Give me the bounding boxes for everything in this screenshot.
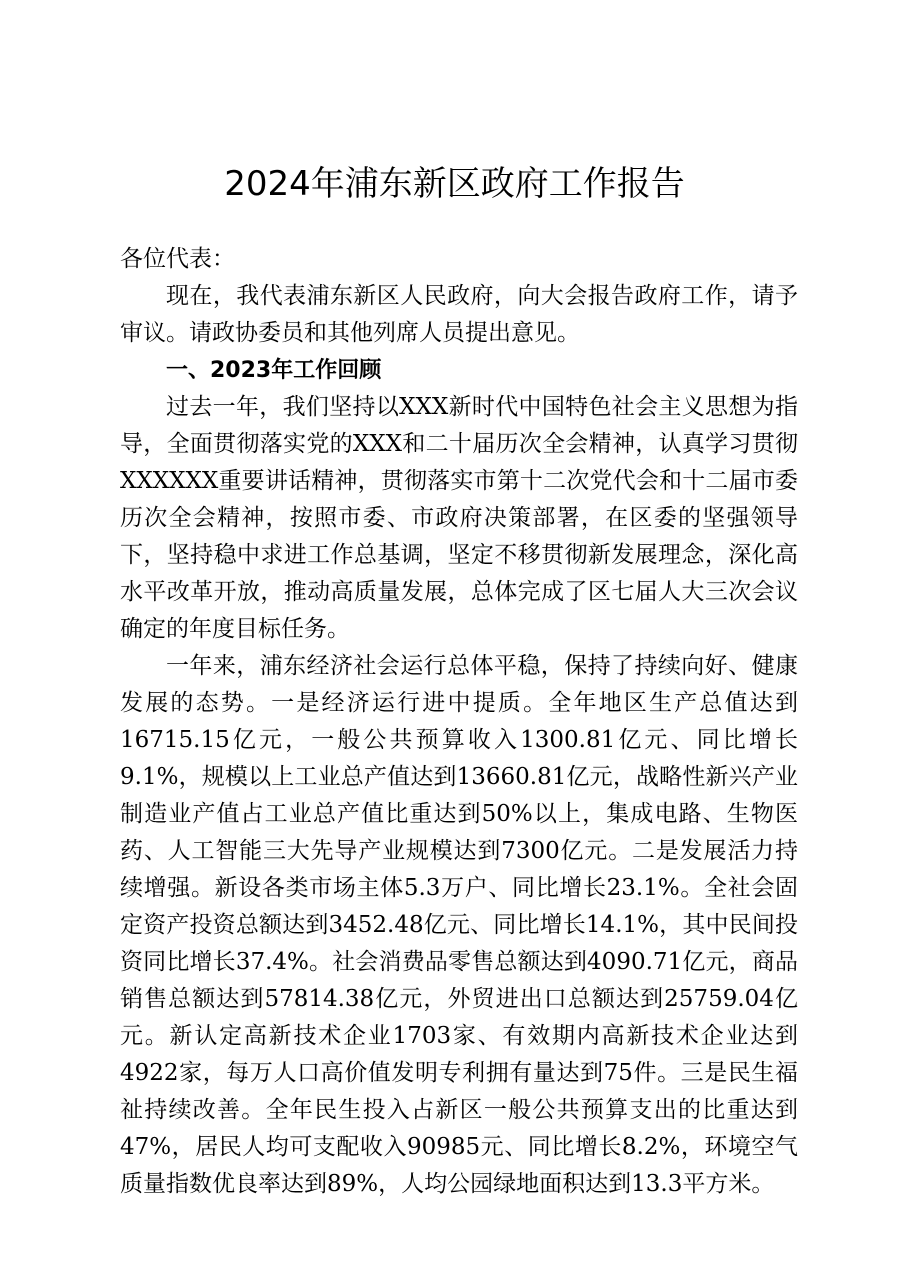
section-heading: 一、2023年工作回顾	[166, 358, 382, 383]
document-body	[120, 241, 798, 1203]
review-paragraph-1: 过去一年，我们坚持以XXX新时代中国特色社会主义思想为指导，全面贯彻落实党的XXX和二十届历次全会精神，认真学习贯彻XXXXXX重要讲话精神，贯彻落实市第十二次党代会和十二届市委历次全会精神，按照市委、市政府决策部署，在区委的坚强领导下，坚持稳中求进工作总基调，坚定不移贯彻新发展理念，深化高水平改革开放，推动高质量发展，总体完成了区七届人大三次会议确定的年度目标任务。	[120, 394, 798, 642]
review-paragraph-2: 一年来，浦东经济社会运行总体平稳，保持了持续向好、健康发展的态势。一是经济运行进中提质。全年地区生产总值达到16715.15亿元，一般公共预算收入1300.81亿元、同比增长9.1%，规模以上工业总产值达到13660.81亿元，战略性新兴产业制造业产值占工业总产值比重达到50%以上，集成电路、生物医药、人工智能三大先导产业规模达到7300亿元。二是发展活力持续增强。新设各类市场主体5.3万户、同比增长23.1%。全社会固定资产投资总额达到3452.48亿元、同比增长14.1%，其中民间投资同比增长37.4%。社会消费品零售总额达到4090.71亿元，商品销售总额达到57814.38亿元，外贸进出口总额达到25759.04亿元。新认定高新技术企业1703家、有效期内高新技术企业达到4922家，每万人口高价值发明专利拥有量达到75件。三是民生福祉持续改善。全年民生投入占新区一般公共预算支出的比重达到47%，居民人均可支配收入90985元、同比增长8.2%，环境空气质量指数优良率达到89%，人均公园绿地面积达到13.3平方米。	[120, 653, 798, 1197]
salutation: 各位代表：	[120, 246, 235, 272]
document-title: 2024年浦东新区政府工作报告	[224, 164, 685, 204]
intro-paragraph: 现在，我代表浦东新区人民政府，向大会报告政府工作，请予审议。请政协委员和其他列席人员提出意见。	[120, 283, 798, 346]
